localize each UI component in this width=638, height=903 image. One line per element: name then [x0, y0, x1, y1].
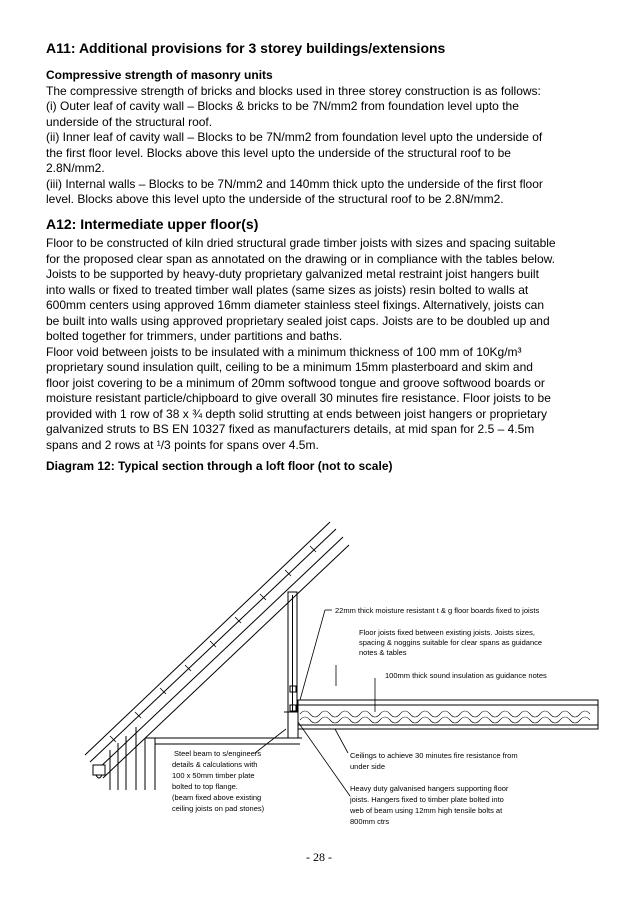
a12-line: Floor void between joists to be insulated with a minimum thickness of 100 mm of 10Kg/m³ — [46, 344, 522, 359]
a11-line: (i) Outer leaf of cavity wall – Blocks & bricks to be 7N/mm2 from foundation level upto the — [46, 99, 519, 113]
new-floor-build-up — [298, 700, 598, 729]
a12-line: bolted together for trimmers, under partitions and baths. — [46, 329, 343, 343]
a11-line: 2.8N/mm2. — [46, 161, 105, 175]
label-steel-line6: ceiling joists on pad stones) — [172, 804, 265, 813]
section-a11-title: A11: Additional provisions for 3 storey buildings/extensions — [46, 40, 446, 56]
a11-subheading: Compressive strength of masonry units — [46, 68, 273, 82]
label-hangers-line1: Heavy duty galvanised hangers supporting floor — [350, 784, 509, 793]
a11-line: underside of the structural roof. — [46, 114, 213, 129]
label-joists-line2: spacing & noggins suitable for clear spans as guidance — [359, 638, 543, 647]
a12-line: proprietary sound insulation quilt, ceiling to be a minimum 15mm plasterboard and skim and — [46, 360, 533, 374]
label-steel-line5: (beam fixed above existing — [172, 793, 262, 802]
a12-line: into walls or fixed to treated timber wall plates (same sizes as joists) resin bolted to walls at — [46, 282, 529, 297]
roof-battens — [110, 546, 316, 742]
label-joists-line3: notes & tables — [359, 648, 407, 657]
label-steel-line2: details & calculations with — [172, 760, 258, 769]
label-steel-line1: Steel beam to s/engineers — [174, 749, 262, 758]
eaves-gutter — [93, 765, 105, 778]
roof-rafter — [85, 522, 349, 778]
a12-line: spans and 2 rows at ¹/3 points for spans over 4.5m. — [46, 437, 319, 452]
a11-line: (ii) Inner leaf of cavity wall – Blocks to be 7N/mm2 from foundation level upto the underside of — [46, 130, 543, 144]
a12-line: Joists to be supported by heavy-duty proprietary galvanized metal restraint joist hangers built — [46, 267, 539, 281]
a11-line: the first floor level. Blocks above this level upto the underside of the structural roof to be — [46, 145, 511, 160]
a11-line: The compressive strength of bricks and blocks used in three storey construction is as follows: — [46, 83, 541, 98]
label-hangers-line3: web of beam using 12mm high tensile bolts at — [350, 806, 503, 815]
a12-line: for the proposed clear span as annotated on the drawing or in compliance with the tables below. — [46, 251, 555, 266]
loft-floor-section-diagram — [0, 500, 638, 840]
label-steel-line3: 100 x 50mm timber plate — [172, 771, 255, 780]
section-a11-body — [46, 68, 606, 208]
label-insulation: 100mm thick sound insulation as guidance notes — [385, 671, 547, 680]
a12-line: moisture resistant particle/chipboard to give overall 30 minutes fire resistance. Floor joists to be — [46, 391, 551, 405]
label-joists-line1: Floor joists fixed between existing joists. Joists sizes, — [359, 628, 535, 637]
a12-line: Floor to be constructed of kiln dried structural grade timber joists with sizes and spacing suitable — [46, 236, 556, 250]
label-floorboards: 22mm thick moisture resistant t & g floor boards fixed to joists — [335, 606, 540, 615]
a12-line: 600mm centers using approved 16mm diameter stainless steel fixings. Alternatively, joists can — [46, 298, 545, 312]
label-hangers-line2: joists. Hangers fixed to timber plate bolted into — [350, 795, 504, 804]
a12-line: galvanized struts to BS EN 10327 fixed as manufacturers details, at mid span for 2.5 – 4.5m — [46, 422, 535, 436]
a12-line: provided with 1 row of 38 x ¾ depth solid strutting at ends between joist hangers or proprietary — [46, 406, 547, 421]
a12-line: floor joist covering to be a minimum of 20mm softwood tongue and groove softwood boards or — [46, 375, 545, 390]
a11-line: level. Blocks above this level upto the underside of the structural roof to be 2.8N/mm2. — [46, 192, 504, 206]
a12-line: be built into walls using approved proprietary sealed joist caps. Joists are to be doubled up and — [46, 313, 550, 328]
section-a12-body — [46, 236, 606, 453]
page-number: - 28 - — [306, 850, 332, 864]
a11-line: (iii) Internal walls – Blocks to be 7N/mm2 and 140mm thick upto the underside of the first floor — [46, 176, 543, 191]
diagram-title: Diagram 12: Typical section through a loft floor (not to scale) — [46, 459, 393, 473]
label-steel-line4: bolted to top flange. — [172, 782, 238, 791]
section-a12-title: A12: Intermediate upper floor(s) — [46, 216, 259, 232]
label-hangers-line4: 800mm ctrs — [350, 817, 390, 826]
external-wall — [110, 727, 300, 790]
label-ceiling-line1: Ceilings to achieve 30 minutes fire resistance from — [350, 751, 518, 760]
label-ceiling-line2: under side — [350, 762, 386, 771]
